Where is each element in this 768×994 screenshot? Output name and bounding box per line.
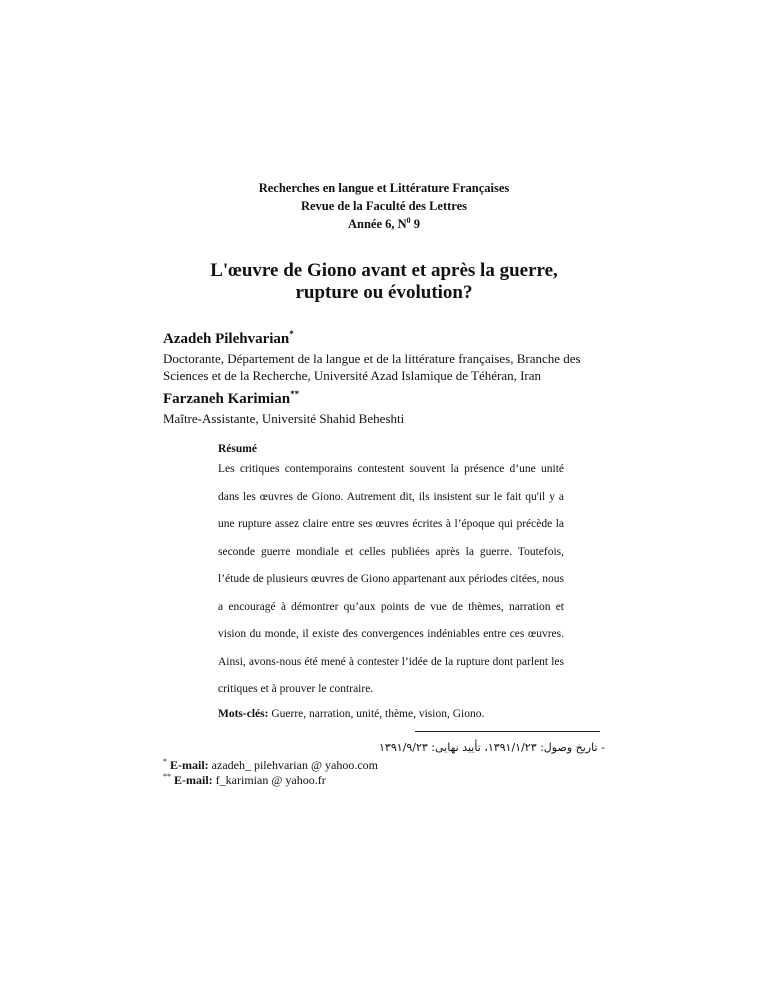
footnote-email-2: ** E-mail: f_karimian @ yahoo.fr (163, 772, 326, 787)
author-1-affiliation: Doctorante, Département de la langue et de la littérature françaises, Branche des Sciences et de la Recherche, Université Azad Islamique de Téhéran, Iran (163, 351, 581, 383)
title-line-1: L'œuvre de Giono avant et après la guerre, (210, 260, 558, 281)
journal-faculty: Revue de la Faculté des Lettres (300, 199, 468, 213)
journal-name: Recherches en langue et Littérature Françaises (258, 181, 510, 195)
keywords (218, 706, 564, 722)
author-2-name: Farzaneh Karimian** (163, 389, 300, 407)
footnote-email-1: * E-mail: azadeh_ pilehvarian @ yahoo.com (163, 757, 378, 772)
author-2-affiliation: Maître-Assistante, Université Shahid Beheshti (163, 411, 405, 426)
keywords-label: Mots-clés: (218, 707, 269, 720)
journal-header (0, 179, 768, 233)
keywords-list: Guerre, narration, unité, thème, vision, Giono. (268, 707, 485, 720)
title-line-2: rupture ou évolution? (295, 282, 473, 303)
footnote-separator (415, 731, 600, 732)
footnote-dates-persian: - تاریخ وصول: ۱۳۹۱/۱/۲۳، تأیید نهایی: ۱۳۹۱/۹/۲۳ (379, 741, 605, 754)
abstract-heading: Résumé (218, 443, 257, 455)
abstract (218, 442, 564, 722)
abstract-text: Les critiques contemporains contestent souvent la présence d’une unité dans les œuvres de Giono. Autrement dit, ils insistent sur le fait qu'il y a une rupture assez claire entre ses œuvres écrites à l’époque qui précède la seconde guerre mondiale et celles publiées après la guerre. Toutefois, l’étude de plusieurs œuvres de Giono appartenant aux périodes citées, nous a encouragé à démontrer qu’aux points de vue de thèmes, narration et vision du monde, il existe des convergences indéniables entre ces œuvres. Ainsi, avons-nous été mené à contester l’idée de la rupture dont parlent les critiques et à prouver le contraire. (218, 463, 564, 695)
paper-title (0, 260, 768, 304)
journal-issue: Année 6, $N^0$ 9 (347, 216, 421, 231)
author-1-name: Azadeh Pilehvarian* (163, 329, 294, 347)
